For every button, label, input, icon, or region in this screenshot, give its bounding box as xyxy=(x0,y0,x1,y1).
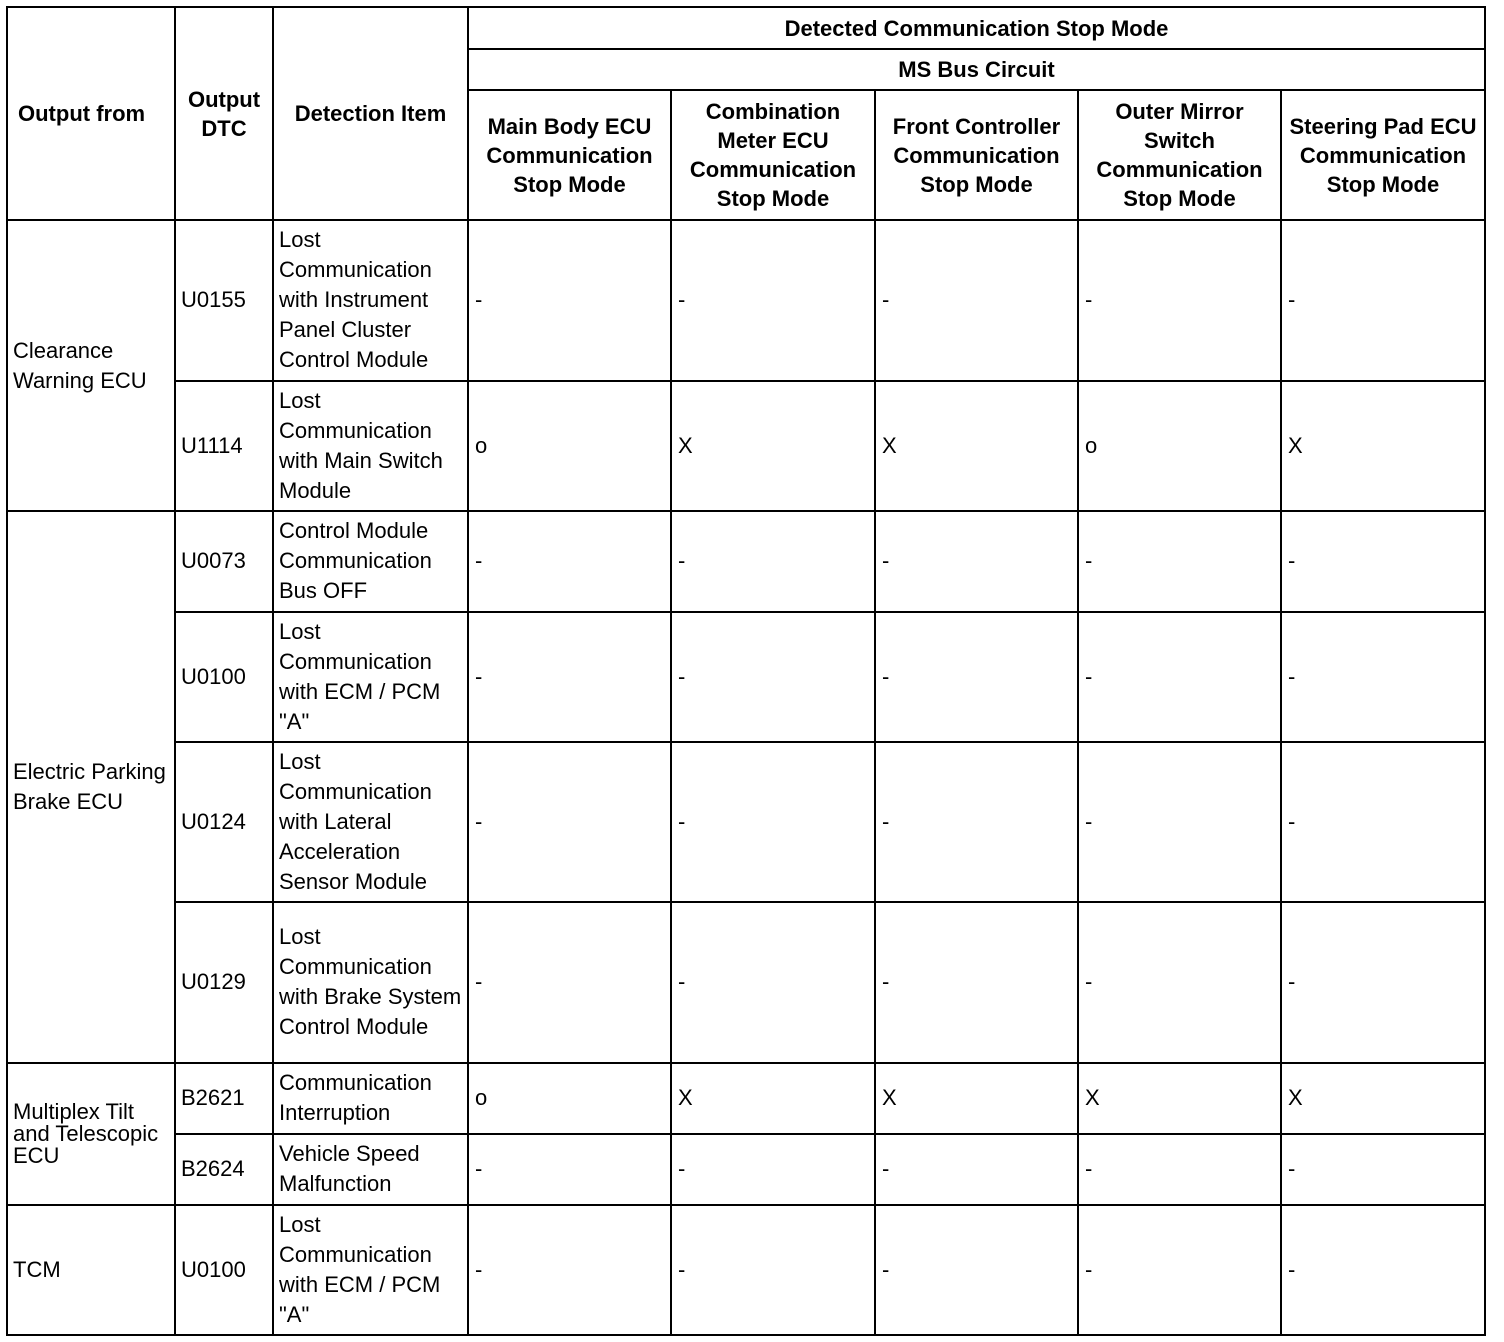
mode-value: X xyxy=(1078,1063,1281,1134)
mode-value: X xyxy=(671,381,875,511)
mode-value: - xyxy=(671,220,875,380)
mode-value: - xyxy=(1281,742,1485,902)
detection-item: Communication Interruption xyxy=(273,1063,468,1134)
mode-value: - xyxy=(1078,612,1281,742)
mode-value: - xyxy=(1281,1134,1485,1205)
dtc-code: U0129 xyxy=(175,902,273,1062)
dtc-code: B2621 xyxy=(175,1063,273,1134)
mode-value: - xyxy=(1281,511,1485,612)
detection-item: Lost Communication with ECM / PCM "A" xyxy=(273,1205,468,1335)
dtc-code: U0124 xyxy=(175,742,273,902)
header-mode-combination-meter: Combination Meter ECU Communication Stop Mode xyxy=(671,90,875,220)
header-bus-circuit: MS Bus Circuit xyxy=(468,49,1485,90)
mode-value: - xyxy=(875,742,1078,902)
table-row xyxy=(7,381,1485,511)
mode-value: o xyxy=(1078,381,1281,511)
detection-item: Lost Communication with Brake System Control Module xyxy=(273,902,468,1062)
header-detected-mode: Detected Communication Stop Mode xyxy=(468,7,1485,49)
group-output-from: Electric Parking Brake ECU xyxy=(7,511,175,1063)
group-output-from: TCM xyxy=(7,1205,175,1335)
mode-value: - xyxy=(671,742,875,902)
mode-value: - xyxy=(875,511,1078,612)
mode-value: - xyxy=(468,902,671,1062)
header-output-from: Output from xyxy=(7,7,175,220)
header-mode-front-controller: Front Controller Communication Stop Mode xyxy=(875,90,1078,220)
dtc-code: U1114 xyxy=(175,381,273,511)
mode-value: X xyxy=(1281,381,1485,511)
dtc-code: U0073 xyxy=(175,511,273,612)
header-row-1 xyxy=(7,7,1485,49)
mode-value: - xyxy=(671,1205,875,1335)
mode-value: - xyxy=(1078,511,1281,612)
mode-value: - xyxy=(671,612,875,742)
mode-value: - xyxy=(1078,742,1281,902)
mode-value: - xyxy=(468,220,671,380)
mode-value: X xyxy=(875,1063,1078,1134)
mode-value: X xyxy=(875,381,1078,511)
mode-value: - xyxy=(468,1205,671,1335)
dtc-code: U0100 xyxy=(175,612,273,742)
mode-value: - xyxy=(875,612,1078,742)
header-output-dtc: Output DTC xyxy=(175,7,273,220)
dtc-table xyxy=(6,6,1486,1336)
mode-value: - xyxy=(468,1134,671,1205)
detection-item: Lost Communication with Main Switch Module xyxy=(273,381,468,511)
detection-item: Lost Communication with Lateral Acceleration Sensor Module xyxy=(273,742,468,902)
detection-item: Vehicle Speed Malfunction xyxy=(273,1134,468,1205)
mode-value: o xyxy=(468,1063,671,1134)
mode-value: - xyxy=(671,902,875,1062)
mode-value: - xyxy=(875,1134,1078,1205)
detection-item: Lost Communication with Instrument Panel Cluster Control Module xyxy=(273,220,468,380)
mode-value: - xyxy=(468,612,671,742)
dtc-code: B2624 xyxy=(175,1134,273,1205)
detection-item: Lost Communication with ECM / PCM "A" xyxy=(273,612,468,742)
table-row xyxy=(7,1134,1485,1205)
mode-value: X xyxy=(671,1063,875,1134)
dtc-code: U0100 xyxy=(175,1205,273,1335)
mode-value: - xyxy=(468,742,671,902)
mode-value: - xyxy=(468,511,671,612)
header-mode-steering-pad: Steering Pad ECU Communication Stop Mode xyxy=(1281,90,1485,220)
table-row xyxy=(7,612,1485,742)
mode-value: - xyxy=(1281,220,1485,380)
table-row xyxy=(7,511,1485,612)
mode-value: - xyxy=(1281,902,1485,1062)
mode-value: X xyxy=(1281,1063,1485,1134)
group-output-from: Multiplex Tilt and Telescopic ECU xyxy=(7,1063,175,1205)
mode-value: - xyxy=(1281,612,1485,742)
table-row xyxy=(7,220,1485,380)
mode-value: - xyxy=(875,902,1078,1062)
mode-value: - xyxy=(1078,1205,1281,1335)
mode-value: - xyxy=(875,220,1078,380)
detection-item: Control Module Communication Bus OFF xyxy=(273,511,468,612)
mode-value: - xyxy=(1078,902,1281,1062)
mode-value: - xyxy=(671,1134,875,1205)
mode-value: - xyxy=(875,1205,1078,1335)
table-row xyxy=(7,1063,1485,1134)
header-mode-outer-mirror: Outer Mirror Switch Communication Stop Mode xyxy=(1078,90,1281,220)
mode-value: - xyxy=(1078,1134,1281,1205)
mode-value: o xyxy=(468,381,671,511)
header-detection-item: Detection Item xyxy=(273,7,468,220)
table-row xyxy=(7,902,1485,1062)
dtc-code: U0155 xyxy=(175,220,273,380)
mode-value: - xyxy=(1078,220,1281,380)
table-row xyxy=(7,1205,1485,1335)
group-output-from: Clearance Warning ECU xyxy=(7,220,175,510)
mode-value: - xyxy=(1281,1205,1485,1335)
header-mode-main-body: Main Body ECU Communication Stop Mode xyxy=(468,90,671,220)
table-row xyxy=(7,742,1485,902)
mode-value: - xyxy=(671,511,875,612)
